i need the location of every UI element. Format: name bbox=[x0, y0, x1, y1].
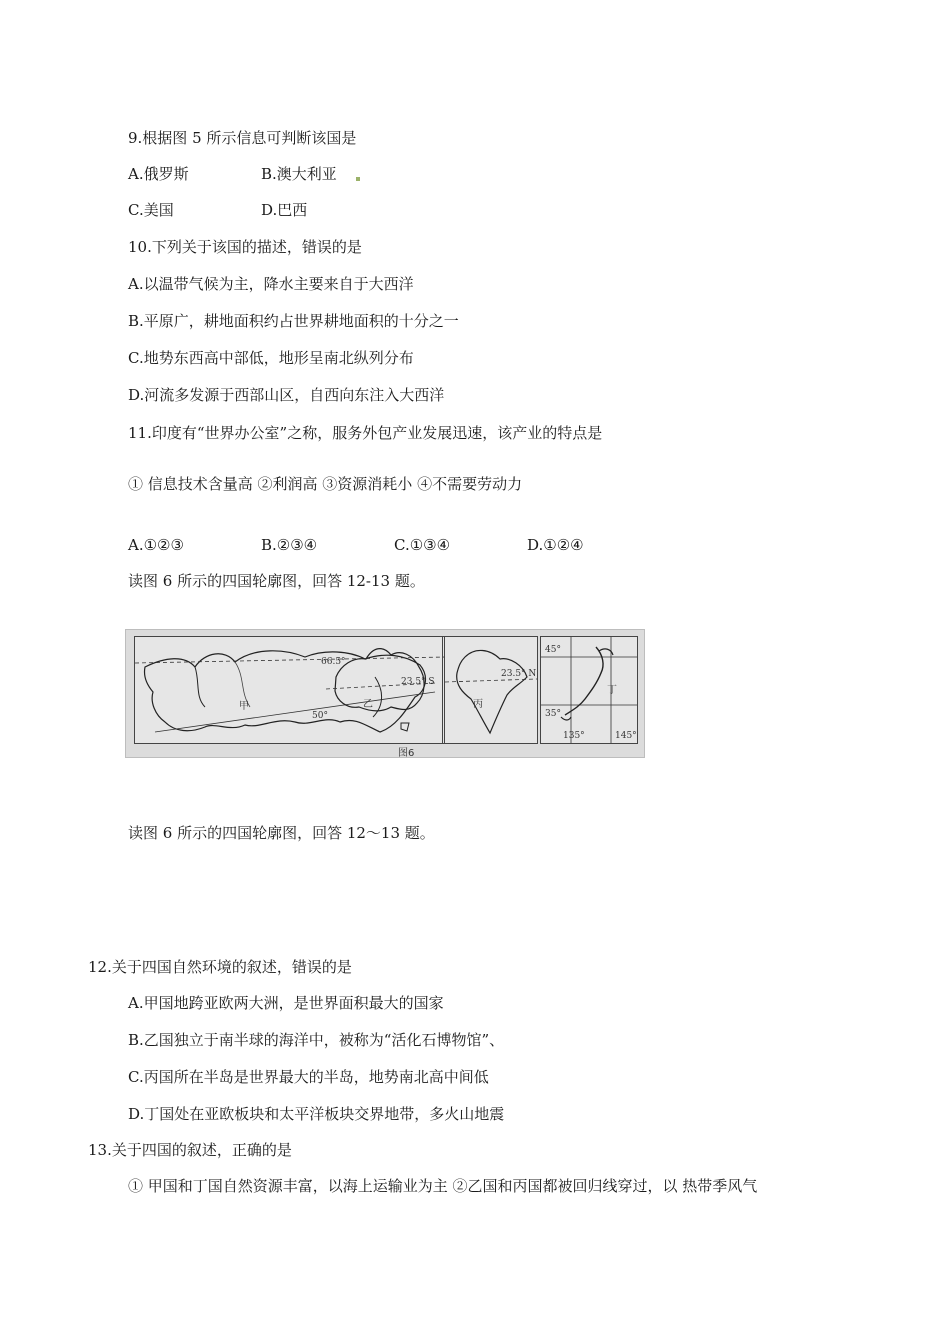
australia-outline-icon bbox=[321, 637, 441, 743]
q12-option-b: B.乙国独立于南半球的海洋中，被称为“活化石博物馆”、 bbox=[128, 1031, 505, 1049]
q12-option-d: D.丁国处在亚欧板块和太平洋板块交界地带，多火山地震 bbox=[128, 1105, 505, 1123]
q9-option-a: A.俄罗斯 bbox=[128, 165, 189, 183]
q10-stem: 10.下列关于该国的描述，错误的是 bbox=[128, 238, 362, 256]
map-panel-yi bbox=[321, 636, 443, 744]
intro-text-2: 读图 6 所示的四国轮廓图，回答 12～13 题。 bbox=[128, 824, 435, 842]
q11-features: ① 信息技术含量高 ②利润高 ③资源消耗小 ④不需要劳动力 bbox=[128, 475, 523, 493]
q12-option-c: C.丙国所在半岛是世界最大的半岛，地势南北高中间低 bbox=[128, 1068, 489, 1086]
label-ding: 丁 bbox=[607, 685, 617, 696]
label-yi: 乙 bbox=[363, 699, 373, 710]
figure-caption: 图6 bbox=[398, 748, 415, 759]
label-lat-235s: 23.5° S bbox=[401, 677, 435, 687]
label-lon-135: 135° bbox=[563, 731, 585, 741]
q13-stem: 13.关于四国的叙述，正确的是 bbox=[88, 1141, 292, 1159]
q9-option-c: C.美国 bbox=[128, 201, 174, 219]
q10-option-c: C.地势东西高中部低，地形呈南北纵列分布 bbox=[128, 349, 414, 367]
q13-statement-line: ① 甲国和丁国自然资源丰富，以海上运输业为主 ②乙国和丙国都被回归线穿过，以 热带季风气 bbox=[128, 1177, 758, 1195]
india-outline-icon bbox=[445, 637, 537, 743]
q12-option-a: A.甲国地跨亚欧两大洲，是世界面积最大的国家 bbox=[128, 994, 444, 1012]
q11-option-d: D.①②④ bbox=[527, 536, 584, 554]
label-bing: 丙 bbox=[473, 699, 483, 710]
figure-6-map bbox=[125, 629, 645, 758]
label-lat-66: 66.5° bbox=[321, 657, 346, 667]
label-lat-235n: 23.5° N bbox=[501, 669, 537, 679]
q9-option-b: B.澳大利亚 bbox=[261, 165, 337, 183]
q11-option-c: C.①③④ bbox=[394, 536, 451, 554]
label-lat-35: 35° bbox=[545, 709, 561, 719]
label-jia: 甲 bbox=[239, 701, 249, 712]
q11-stem: 11.印度有“世界办公室”之称，服务外包产业发展迅速，该产业的特点是 bbox=[128, 424, 603, 442]
label-lon-145: 145° bbox=[615, 731, 637, 741]
speck-mark bbox=[356, 177, 360, 181]
q11-option-b: B.②③④ bbox=[261, 536, 318, 554]
q11-option-a: A.①②③ bbox=[128, 536, 184, 554]
q12-stem: 12.关于四国自然环境的叙述，错误的是 bbox=[88, 958, 352, 976]
q9-stem: 9.根据图 5 所示信息可判断该国是 bbox=[128, 129, 357, 147]
q9-option-d: D.巴西 bbox=[261, 201, 308, 219]
q10-option-d: D.河流多发源于西部山区，自西向东注入大西洋 bbox=[128, 386, 445, 404]
q10-option-a: A.以温带气候为主，降水主要来自于大西洋 bbox=[128, 275, 414, 293]
label-lat-50: 50° bbox=[312, 711, 328, 721]
map-panel-ding bbox=[540, 636, 638, 744]
intro-text-1: 读图 6 所示的四国轮廓图，回答 12-13 题。 bbox=[128, 572, 425, 590]
label-lat-45: 45° bbox=[545, 645, 561, 655]
q10-option-b: B.平原广，耕地面积约占世界耕地面积的十分之一 bbox=[128, 312, 459, 330]
map-panel-bing bbox=[444, 636, 538, 744]
